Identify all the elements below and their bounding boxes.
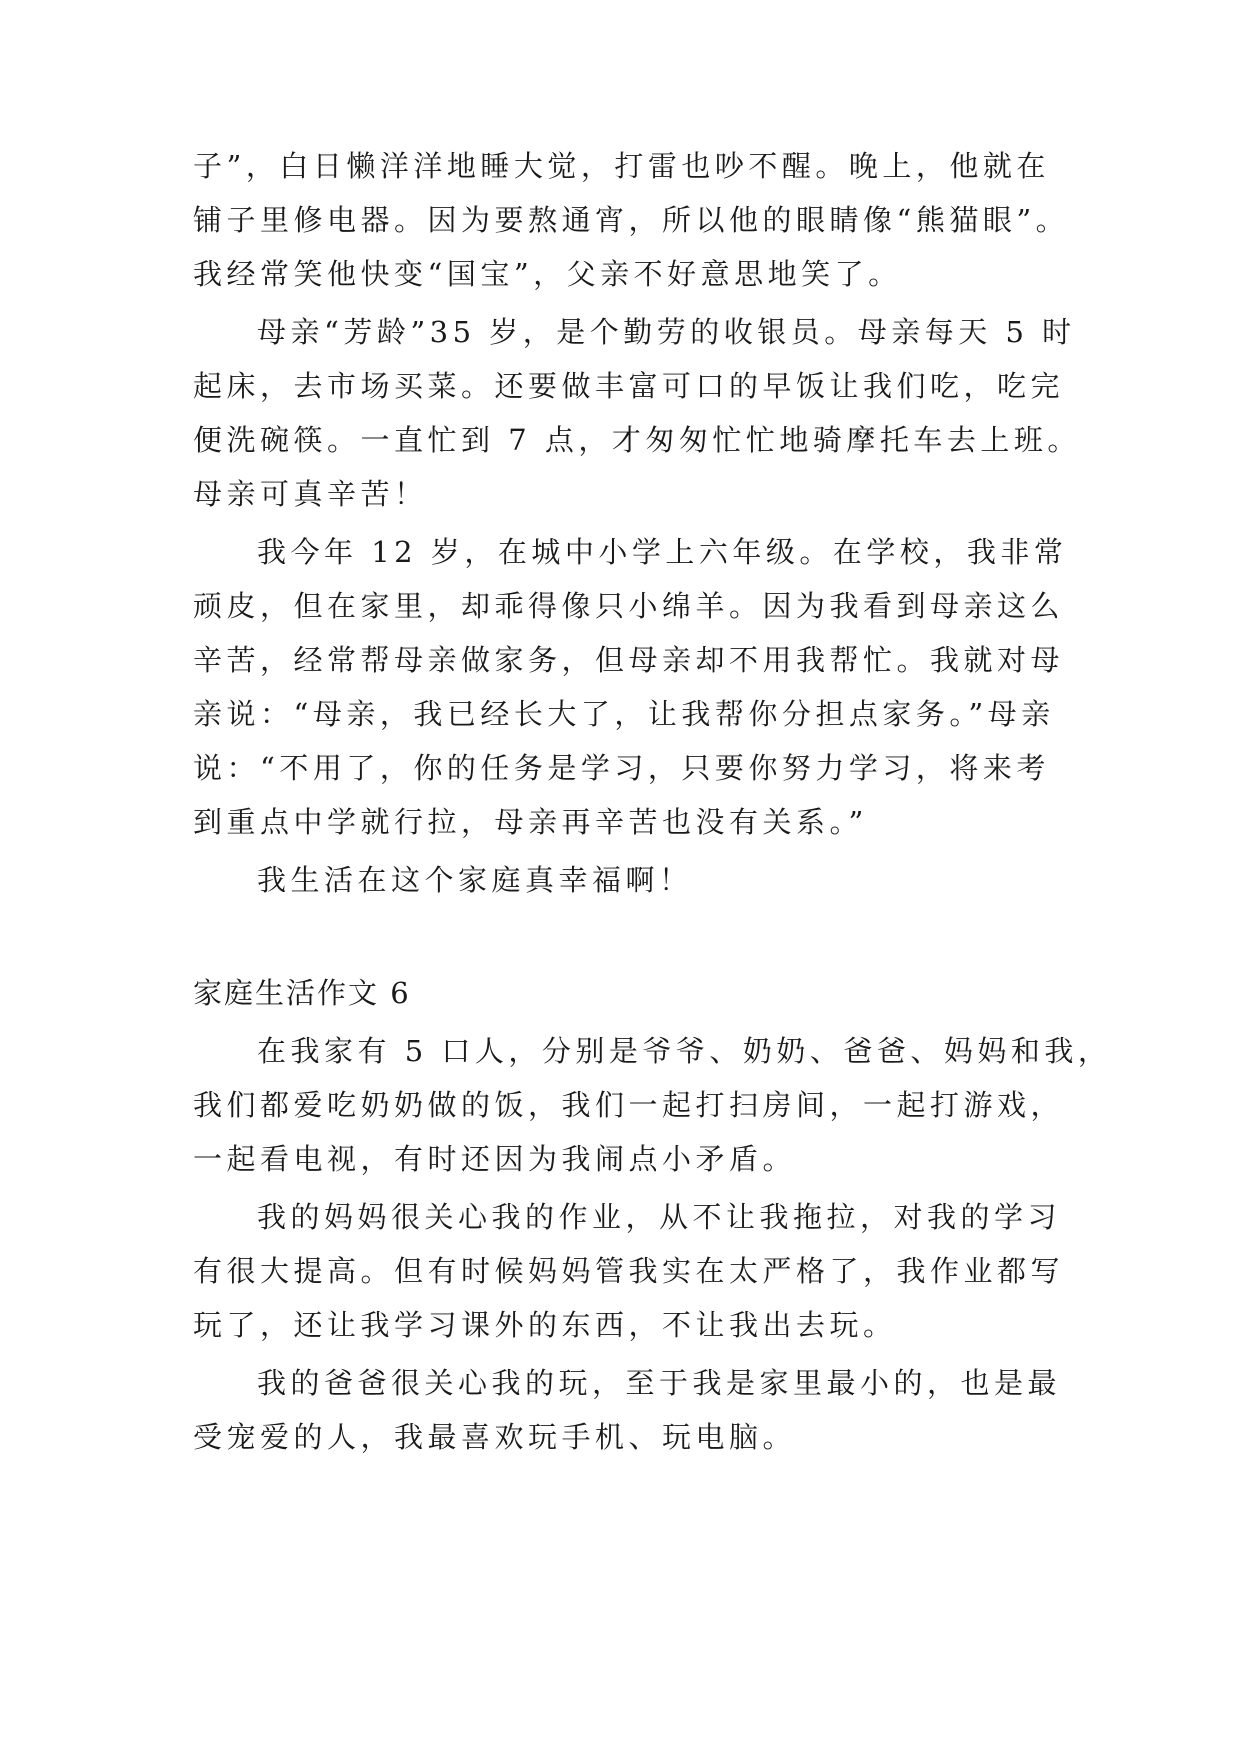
text-line: 亲说：“母亲，我已经长大了，让我帮你分担点家务。”母亲 bbox=[193, 697, 1055, 731]
text-line: 便洗碗筷。一直忙到 7 点，才匆匆忙忙地骑摩托车去上班。 bbox=[193, 423, 1081, 457]
text-line: 说：“不用了，你的任务是学习，只要你努力学习，将来考 bbox=[193, 751, 1050, 785]
paragraph-first-line: 我今年 12 岁，在城中小学上六年级。在学校，我非常 bbox=[257, 535, 1068, 569]
text-line: 有很大提高。但有时候妈妈管我实在太严格了，我作业都写 bbox=[193, 1254, 1065, 1288]
text-line: 到重点中学就行拉，母亲再辛苦也没有关系。” bbox=[193, 805, 868, 839]
paragraph-first-line: 我的爸爸很关心我的玩，至于我是家里最小的，也是最 bbox=[257, 1366, 1062, 1400]
paragraph-first-line: 我生活在这个家庭真幸福啊！ bbox=[257, 863, 693, 897]
section-heading: 家庭生活作文 6 bbox=[193, 976, 411, 1010]
paragraph-first-line: 在我家有 5 口人，分别是爷爷、奶奶、爸爸、妈妈和我， bbox=[257, 1034, 1112, 1068]
text-line: 辛苦，经常帮母亲做家务，但母亲却不用我帮忙。我就对母 bbox=[193, 643, 1065, 677]
text-line: 母亲可真辛苦！ bbox=[193, 477, 428, 511]
text-line: 我经常笑他快变“国宝”，父亲不好意思地笑了。 bbox=[193, 257, 902, 291]
text-line: 玩了，还让我学习课外的东西，不让我出去玩。 bbox=[193, 1308, 897, 1342]
paragraph-first-line: 母亲“芳龄”35 岁，是个勤劳的收银员。母亲每天 5 时 bbox=[257, 315, 1076, 349]
paragraph-first-line: 我的妈妈很关心我的作业，从不让我拖拉，对我的学习 bbox=[257, 1200, 1062, 1234]
text-line: 子”，白日懒洋洋地睡大觉，打雷也吵不醒。晚上，他就在 bbox=[193, 149, 1050, 183]
text-line: 起床，去市场买菜。还要做丰富可口的早饭让我们吃，吃完 bbox=[193, 369, 1065, 403]
text-line: 受宠爱的人，我最喜欢玩手机、玩电脑。 bbox=[193, 1420, 797, 1454]
text-line: 铺子里修电器。因为要熬通宵，所以他的眼睛像“熊猫眼”。 bbox=[193, 203, 1070, 237]
text-line: 一起看电视，有时还因为我闹点小矛盾。 bbox=[193, 1142, 797, 1176]
text-line: 我们都爱吃奶奶做的饭，我们一起打扫房间，一起打游戏， bbox=[193, 1088, 1065, 1122]
text-line: 顽皮，但在家里，却乖得像只小绵羊。因为我看到母亲这么 bbox=[193, 589, 1065, 623]
